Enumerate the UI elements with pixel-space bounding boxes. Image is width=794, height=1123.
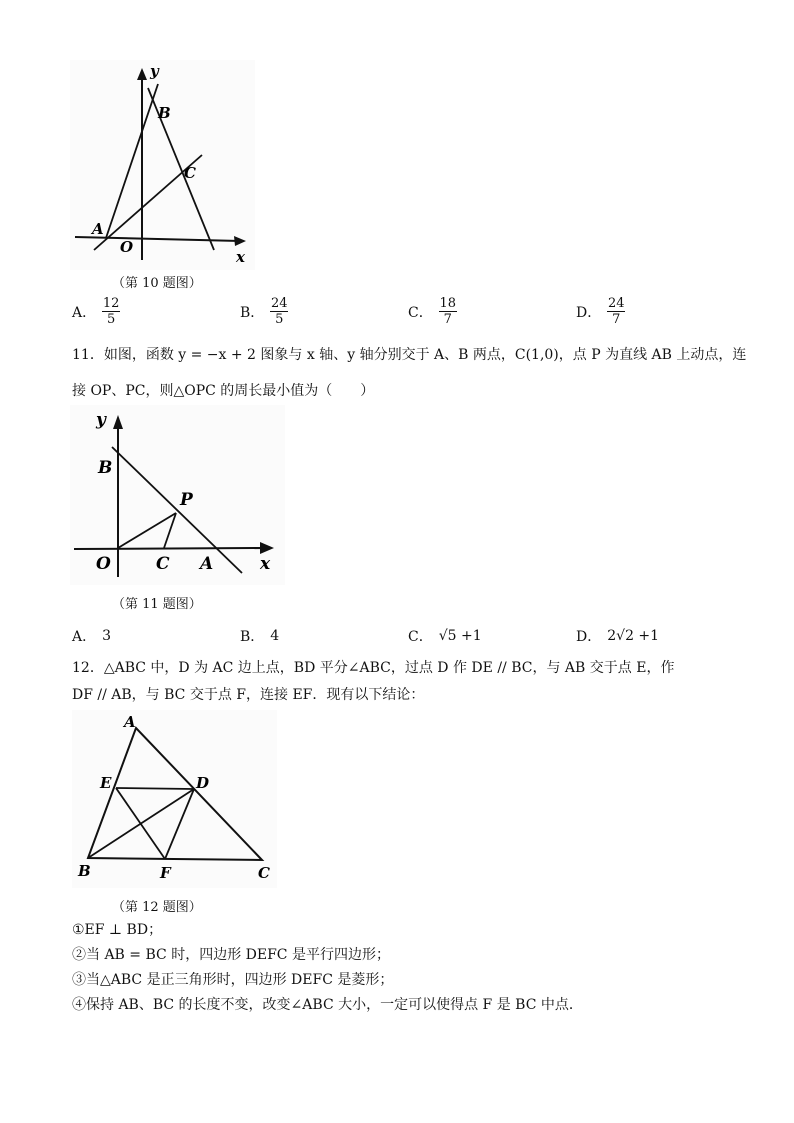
option-letter: C． — [408, 629, 433, 645]
option-letter: B． — [240, 304, 265, 321]
q10-option-c[interactable] — [408, 296, 457, 327]
q11-stem-line2: 接 OP、PC，则△OPC 的周长最小值为（ ） — [72, 383, 375, 399]
q10-label-x: x — [236, 248, 245, 266]
q10-options — [72, 296, 732, 336]
q11-label-C: C — [156, 554, 170, 574]
q10-option-b[interactable] — [240, 296, 288, 327]
q12-label-B: B — [78, 862, 91, 880]
fraction-denominator: 5 — [275, 312, 284, 327]
option-letter: A． — [72, 304, 97, 321]
q11-label-A: A — [200, 554, 214, 574]
q10-label-B: B — [158, 104, 171, 122]
q12-conclusion-3: ③当△ABC 是正三角形时，四边形 DEFC 是菱形； — [72, 972, 394, 988]
fraction-denominator: 7 — [443, 312, 452, 327]
q11-label-P: P — [180, 490, 193, 510]
fraction-numerator: 18 — [439, 296, 456, 311]
q11-caption: （第 11 题图） — [112, 597, 202, 612]
fraction-denominator: 7 — [612, 312, 621, 327]
q11-label-y: y — [96, 410, 106, 430]
q12-conclusion-2: ②当 AB = BC 时，四边形 DEFC 是平行四边形； — [72, 947, 390, 963]
figure-q10-svg — [70, 60, 255, 270]
q12-label-A: A — [124, 713, 136, 731]
q12-label-E: E — [100, 774, 112, 792]
q12-stem-line2: DF // AB，与 BC 交于点 F，连接 EF．现有以下结论： — [72, 687, 425, 703]
option-text: 3 — [102, 628, 112, 644]
q11-option-a[interactable] — [72, 626, 111, 646]
q12-conclusion-1: ①EF ⊥ BD； — [72, 922, 163, 938]
option-fraction — [270, 296, 288, 327]
option-letter: D． — [576, 629, 602, 645]
figure-q12 — [72, 710, 277, 888]
q10-label-O: O — [120, 238, 134, 256]
q12-caption: （第 12 题图） — [112, 900, 202, 915]
q11-label-B: B — [98, 458, 113, 478]
fraction-denominator: 5 — [106, 312, 116, 327]
q12-conclusion-4: ④保持 AB、BC 的长度不变，改变∠ABC 大小，一定可以使得点 F 是 BC 中点． — [72, 997, 583, 1013]
fraction-numerator: 12 — [102, 296, 120, 311]
figure-q12-svg — [72, 710, 277, 888]
q11-option-b[interactable] — [240, 626, 279, 646]
option-text: 4 — [270, 628, 280, 644]
option-letter: B． — [240, 629, 265, 645]
option-fraction — [607, 296, 625, 327]
q10-option-a[interactable] — [72, 296, 120, 327]
q10-caption: （第 10 题图） — [112, 276, 202, 291]
option-fraction — [439, 296, 457, 327]
fraction-numerator: 24 — [607, 296, 625, 311]
q11-option-c[interactable] — [408, 626, 482, 646]
q11-label-O: O — [96, 554, 111, 574]
fraction-numerator: 24 — [271, 296, 288, 311]
q12-label-F: F — [160, 864, 171, 882]
q10-label-C: C — [184, 164, 196, 182]
figure-q11 — [70, 405, 285, 585]
q12-stem-line1: 12．△ABC 中，D 为 AC 边上点，BD 平分∠ABC，过点 D 作 DE // BC，与 AB 交于点 E，作 — [72, 660, 675, 676]
option-letter: D． — [576, 304, 602, 321]
q11-label-x: x — [260, 554, 271, 574]
option-letter: C． — [408, 304, 433, 321]
figure-q10 — [70, 60, 255, 270]
option-text: √5 +1 — [438, 628, 482, 644]
q10-label-y: y — [150, 62, 159, 80]
q12-label-C: C — [258, 864, 270, 882]
figure-q11-svg — [70, 405, 285, 585]
q11-stem-line1: 11．如图，函数 y = −x + 2 图象与 x 轴、y 轴分别交于 A、B 两点，C(1,0)，点 P 为直线 AB 上动点，连 — [72, 347, 747, 363]
option-letter: A． — [72, 629, 97, 645]
option-text: 2√2 +1 — [607, 628, 660, 644]
q11-option-d[interactable] — [576, 626, 659, 646]
q10-label-A: A — [92, 220, 104, 238]
option-fraction — [102, 296, 120, 327]
q10-option-d[interactable] — [576, 296, 625, 327]
q12-label-D: D — [196, 774, 210, 792]
